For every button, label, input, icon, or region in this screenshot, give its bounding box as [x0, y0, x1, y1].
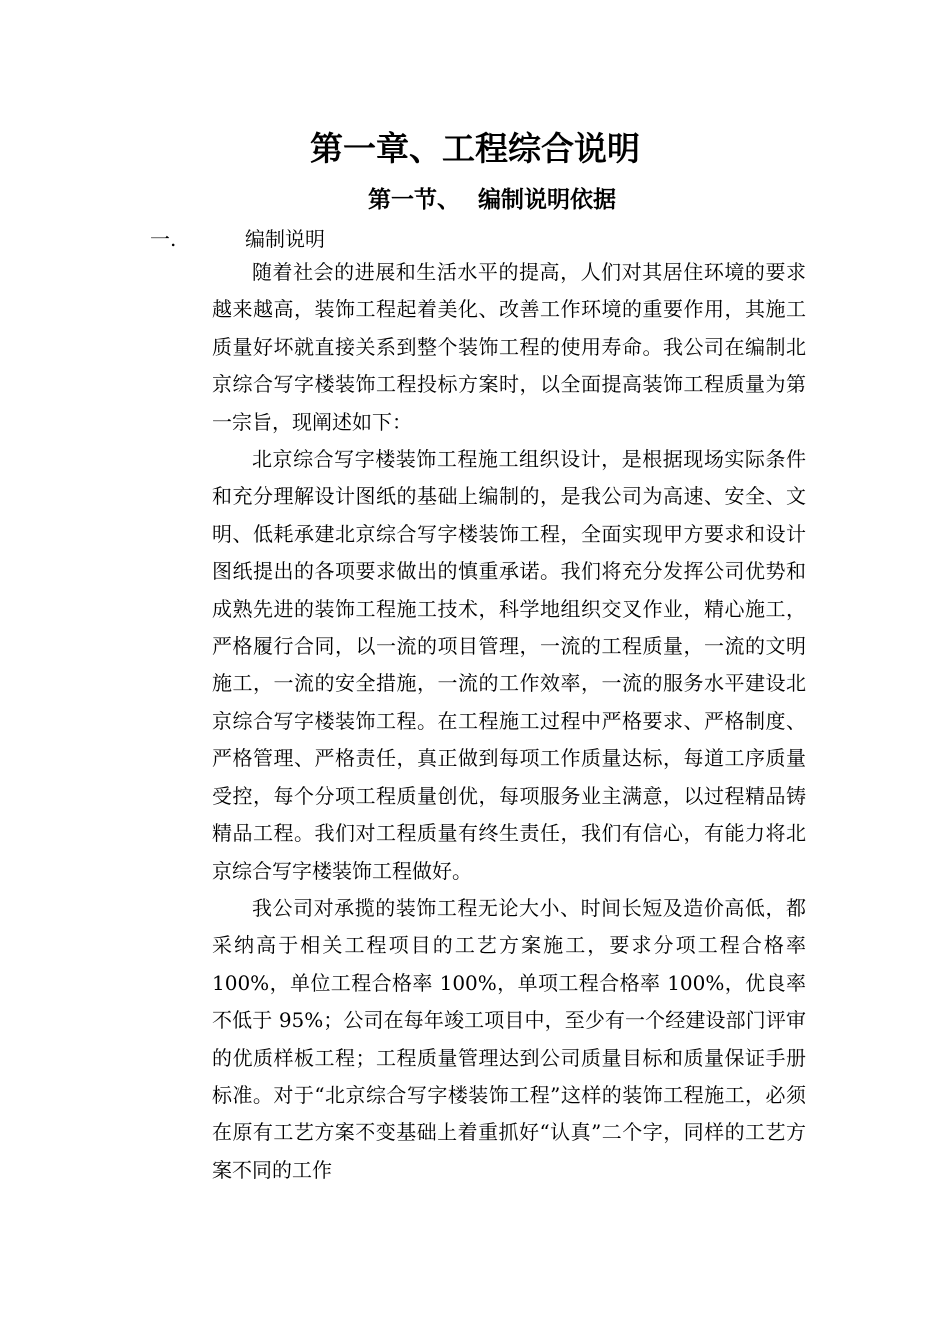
chapter-title: 第一章、工程综合说明 — [310, 129, 640, 168]
body-text — [212, 254, 806, 1189]
paragraph: 我公司对承揽的装饰工程无论大小、时间长短及造价高低，都采纳高于相关工程项目的工艺方案施工，要求分项工程合格率 100%，单位工程合格率 100%，单项工程合格率 100%，优良率不低于 95%；公司在每年竣工项目中，至少有一个经建设部门评审的优质样板工程；工程质量管理达到公司质量目标和质量保证手册标准。对于“北京综合写字楼装饰工程”这样的装饰工程施工，必须在原有工艺方案不变基础上着重抓好“认真”二个字，同样的工艺方案不同的工作 — [212, 895, 806, 1182]
section-title — [0, 183, 950, 217]
section-heading-text: 编制说明依据 — [478, 187, 616, 213]
item-number: 一. — [150, 227, 177, 251]
paragraph: 北京综合写字楼装饰工程施工组织设计，是根据现场实际条件和充分理解设计图纸的基础上编制的，是我公司为高速、安全、文明、低耗承建北京综合写字楼装饰工程，全面实现甲方要求和设计图纸提出的各项要求做出的慎重承诺。我们将充分发挥公司优势和成熟先进的装饰工程施工技术，科学地组织交叉作业，精心施工，严格履行合同，以一流的项目管理，一流的工程质量，一流的文明施工，一流的安全措施，一流的工作效率，一流的服务水平建设北京综合写字楼装饰工程。在工程施工过程中严格要求、严格制度、严格管理、严格责任，真正做到每项工作质量达标，每道工序质量受控，每个分项工程质量创优，每项服务业主满意，以过程精品铸精品工程。我们对工程质量有终生责任，我们有信心，有能力将北京综合写字楼装饰工程做好。 — [212, 447, 806, 883]
item-title: 编制说明 — [245, 227, 325, 251]
section-label: 第一节、 — [368, 187, 460, 213]
paragraph: 随着社会的进展和生活水平的提高，人们对其居住环境的要求越来越高，装饰工程起着美化、改善工作环境的重要作用，其施工质量好坏就直接关系到整个装饰工程的使用寿命。我公司在编制北京综合写字楼装饰工程投标方案时，以全面提高装饰工程质量为第一宗旨，现阐述如下： — [212, 260, 806, 434]
item-heading — [150, 222, 325, 256]
